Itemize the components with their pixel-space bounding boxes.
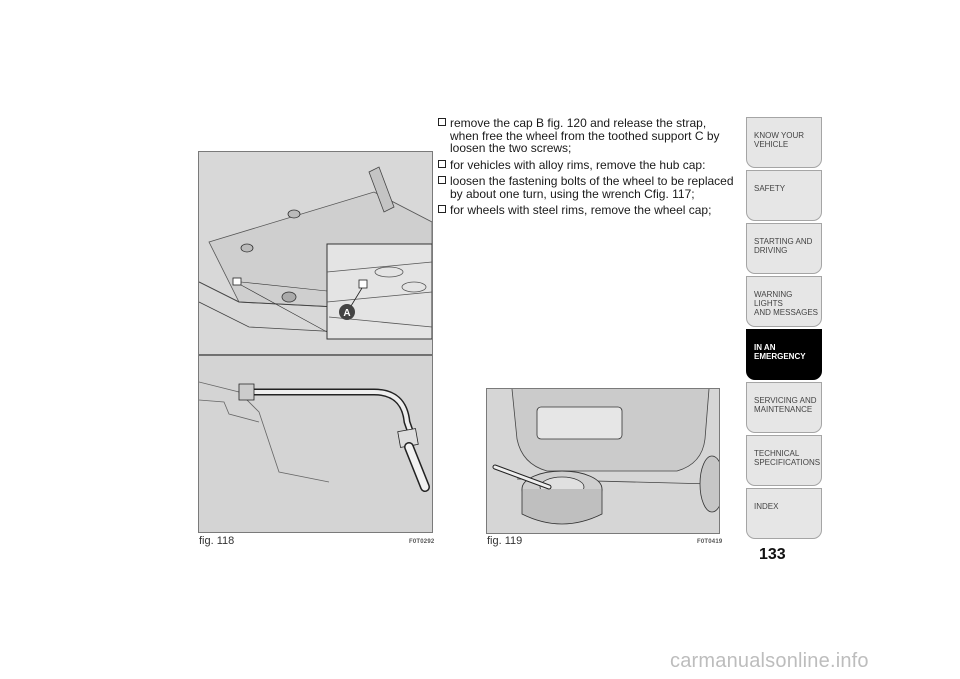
tab-safety[interactable]: SAFETY <box>746 170 822 221</box>
trunk-and-wrench-drawing <box>199 152 432 532</box>
tab-servicing-and-maintenance[interactable]: SERVICING AND MAINTENANCE <box>746 382 822 433</box>
checkbox-bullet-icon <box>438 160 446 168</box>
figure-118-illustration <box>198 151 433 533</box>
step-text: remove the cap B fig. 120 and release the strap, when free the wheel from the toothed support C by loosen the two screws; <box>450 116 720 155</box>
step-text: loosen the fastening bolts of the wheel to be replaced by about one turn, using the wrench Cfig. 117; <box>450 174 734 201</box>
callout-a-label: A <box>343 308 351 319</box>
step-item <box>437 117 737 155</box>
checkbox-bullet-icon <box>438 176 446 184</box>
watermark: carmanualsonline.info <box>670 650 869 672</box>
checkbox-bullet-icon <box>438 118 446 126</box>
fig-118-caption: fig. 118 <box>199 535 235 547</box>
figure-119-illustration <box>486 388 720 534</box>
spare-wheel-drawing <box>487 389 719 533</box>
step-item <box>437 159 737 172</box>
step-item <box>437 175 737 200</box>
tab-index[interactable]: INDEX <box>746 488 822 539</box>
tab-warning-lights[interactable]: WARNING LIGHTS AND MESSAGES <box>746 276 822 327</box>
fig-118-code: F0T0292 <box>409 539 435 545</box>
step-text: for wheels with steel rims, remove the wheel cap; <box>450 203 712 217</box>
step-item <box>437 204 737 217</box>
tab-starting-and-driving[interactable]: STARTING AND DRIVING <box>746 223 822 274</box>
checkbox-bullet-icon <box>438 205 446 213</box>
step-text: for vehicles with alloy rims, remove the hub cap: <box>450 157 706 172</box>
fig-119-code: F0T0419 <box>697 539 723 545</box>
tab-technical-specifications[interactable]: TECHNICAL SPECIFICATIONS <box>746 435 822 486</box>
tab-in-an-emergency[interactable]: IN AN EMERGENCY <box>746 329 822 380</box>
page-number: 133 <box>759 546 786 563</box>
tab-know-your-vehicle[interactable]: KNOW YOUR VEHICLE <box>746 117 822 168</box>
instruction-steps-list <box>437 117 737 221</box>
fig-119-caption: fig. 119 <box>487 535 523 547</box>
